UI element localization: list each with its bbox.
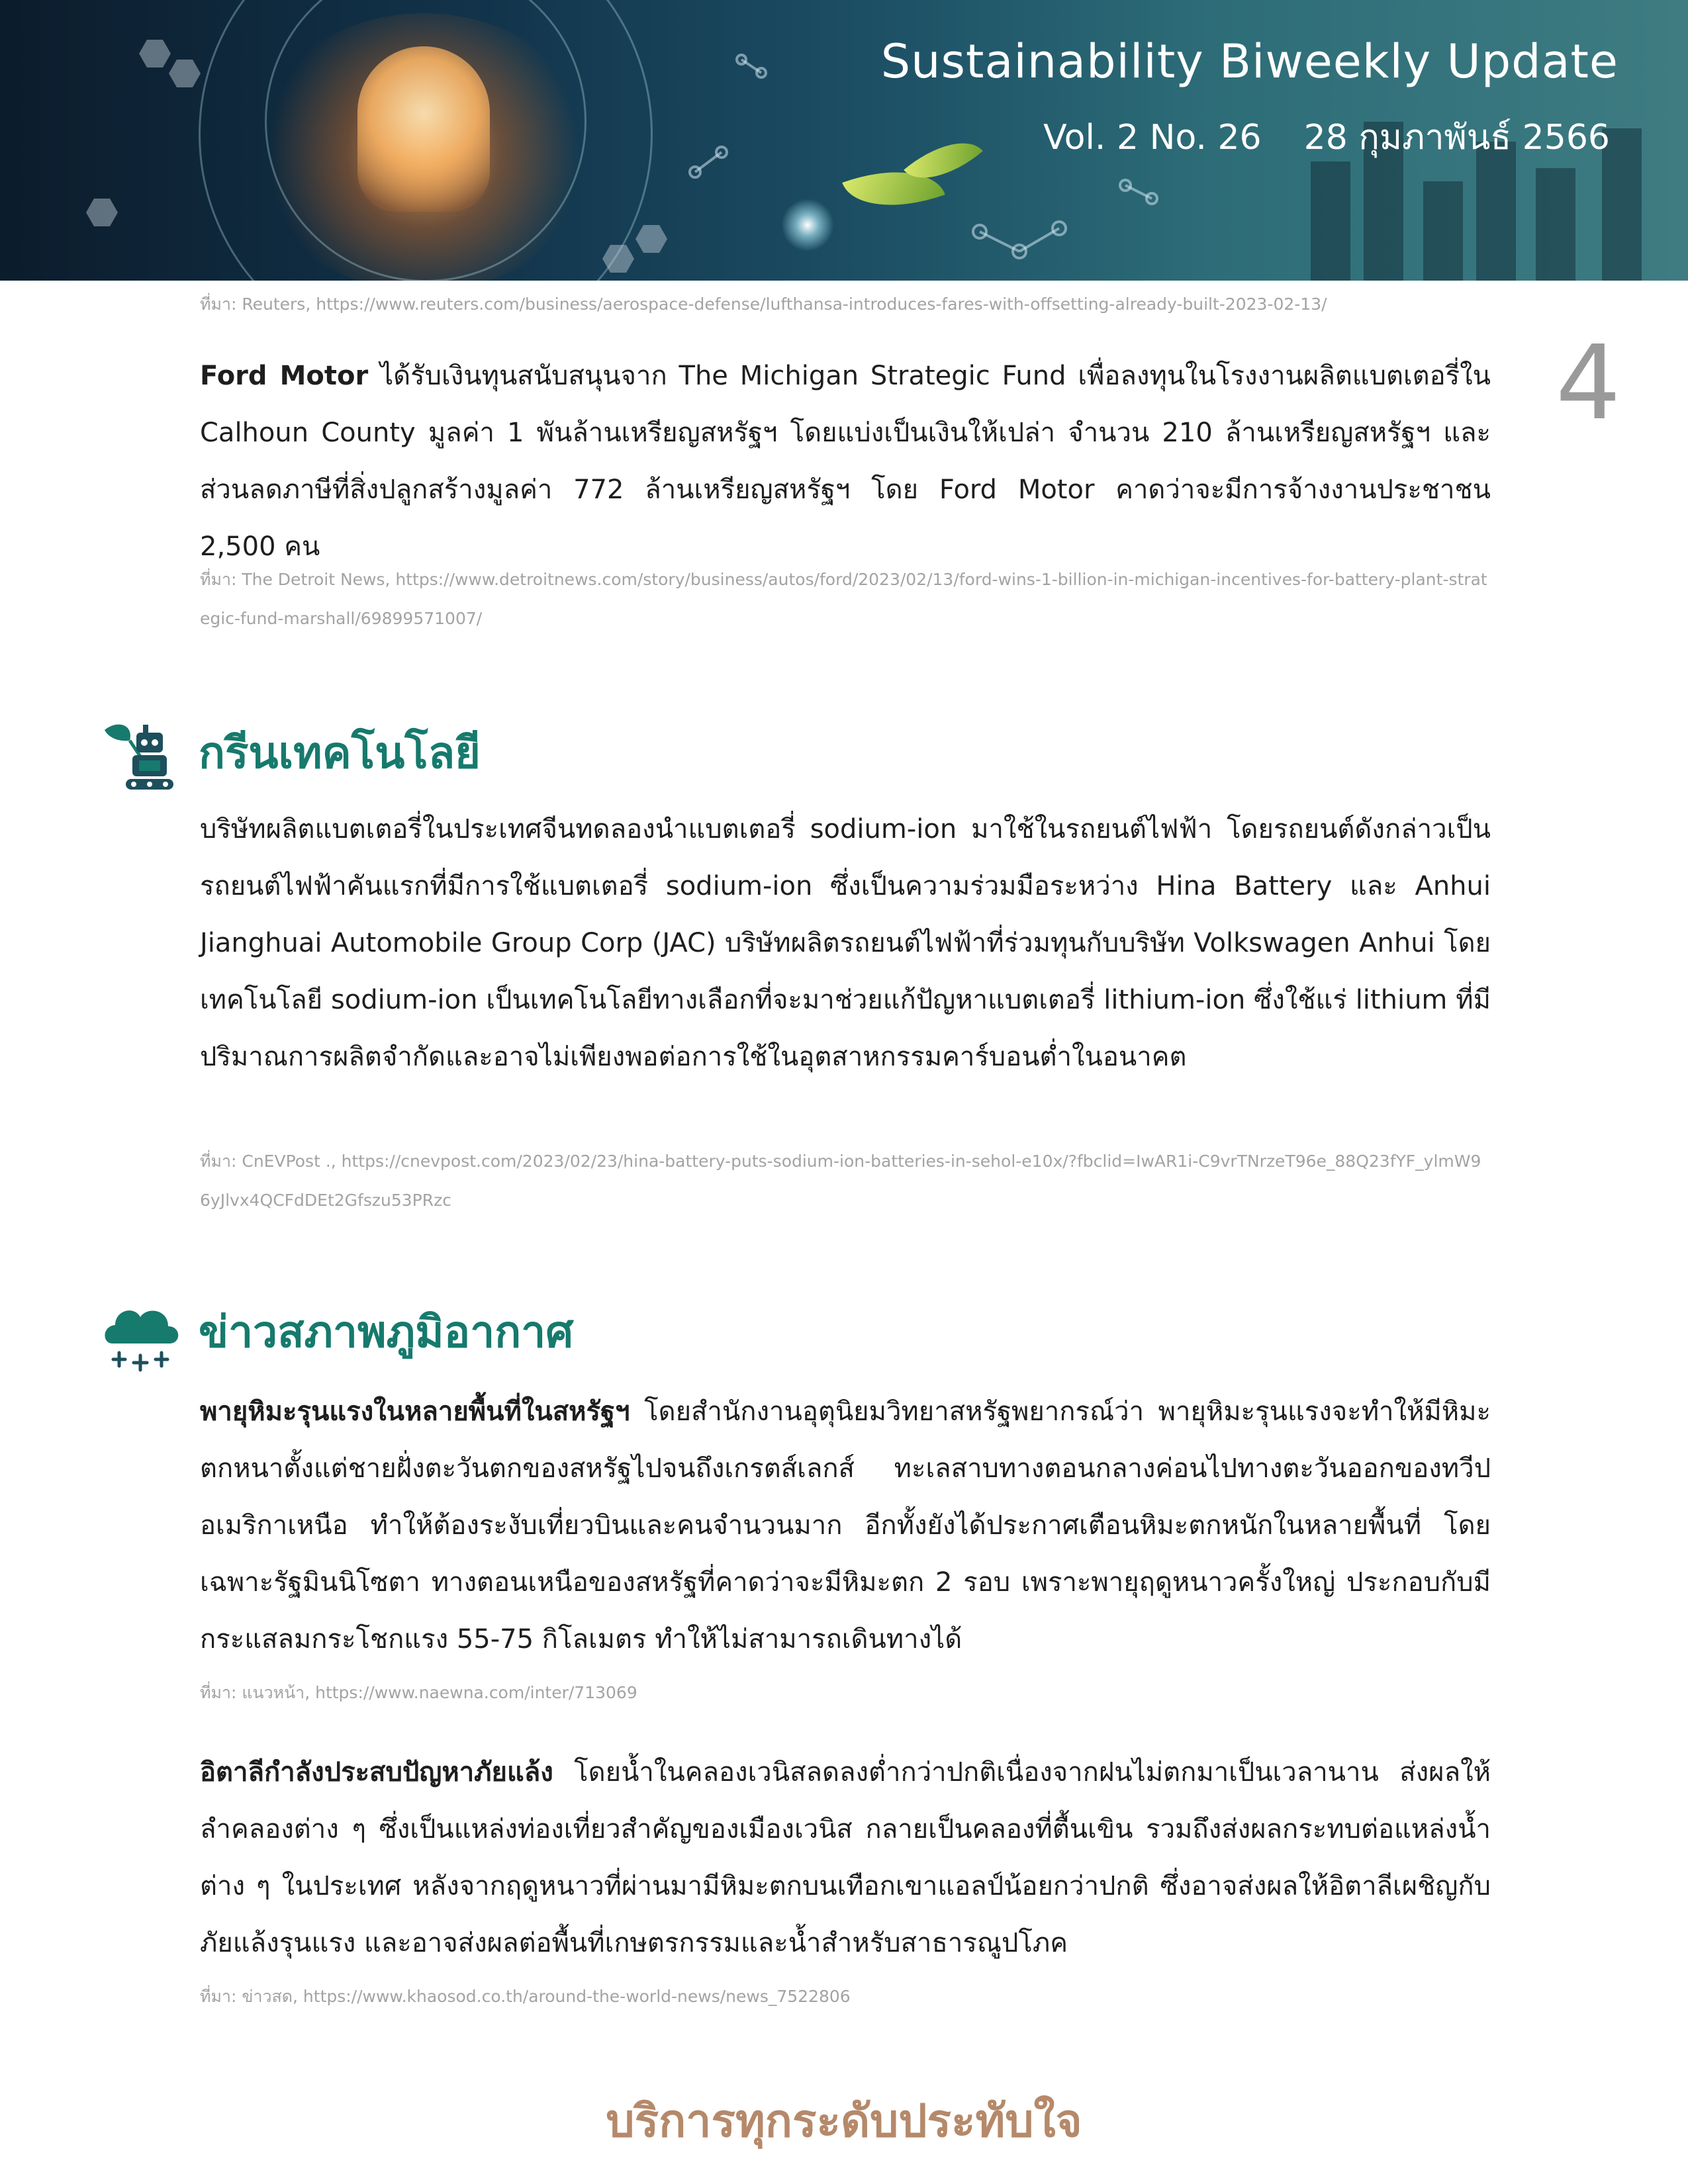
us-snowstorm-lead: พายุหิมะรุนแรงในหลายพื้นที่ในสหรัฐฯ — [200, 1396, 630, 1427]
italy-drought-body: โดยน้ำในคลองเวนิสลดลงต่ำกว่าปกติเนื่องจากฝนไม่ตกมาเป็นเวลานาน ส่งผลให้ลำคลองต่าง ๆ ซึ่งเป็นแหล่งท่องเที่ยวสำคัญของเมืองเวนิส กลายเป็นคลองที่ตื้นเขิน รวมถึงส่งผลกระทบต่อแหล่งน้ำต่าง ๆ ในประเทศ หลังจากฤดูหนาวที่ผ่านมามีหิมะตกบนเทือกเขาแอลป์น้อยกว่าปกติ ซึ่งอาจส่งผลให้อิตาลีเผชิญกับภัยแล้งรุนแรง และอาจส่งผลต่อพื้นที่เกษตรกรรมและน้ำสำหรับสาธารณูปโภค — [200, 1757, 1491, 1958]
weather-heading — [99, 1297, 894, 1377]
italy-drought-lead: อิตาลีกำลังประสบปัญหาภัยแล้ง — [200, 1757, 553, 1788]
ford-lead: Ford Motor — [200, 361, 369, 391]
issue-info — [1043, 109, 1610, 164]
us-snowstorm-body: โดยสำนักงานอุตุนิยมวิทยาสหรัฐพยากรณ์ว่า พายุหิมะรุนแรงจะทำให้มีหิมะตกหนาตั้งแต่ชายฝั่งตะวันตกของสหรัฐไปจนถึงเกรตส์เลกส์ ทะเลสาบทางตอนกลางค่อนไปทางตะวันออกของทวีปอเมริกาเหนือ ทำให้ต้องระงับเที่ยวบินและคนจำนวนมาก อีกทั้งยังได้ประกาศเตือนหิมะตกหนักในหลายพื้นที่ โดยเฉพาะรัฐมินนิโซตา ทางตอนเหนือของสหรัฐที่คาดว่าจะมีหิมะตก 2 รอบ เพราะพายุฤดูหนาวครั้งใหญ่ ประกอบกับมีกระแสลมกระโชกแรง 55-75 กิโลเมตร ทำให้ไม่สามารถเดินทางได้ — [200, 1396, 1491, 1655]
ford-source-text: ที่มา: The Detroit News, https://www.detroitnews.com/story/business/autos/ford/2023/02/13/ford-wins-1-billion-in-michigan-incentives-for-battery-plant-strategic-fund-marshall/69899571007/ — [200, 570, 1487, 628]
ford-body: ได้รับเงินทุนสนับสนุนจาก The Michigan Strategic Fund เพื่อลงทุนในโรงงานผลิตแบตเตอรี่ใน Calhoun County มูลค่า 1 พันล้านเหรียญสหรัฐฯ โดยแบ่งเป็นเงินให้เปล่า จำนวน 210 ล้านเหรียญสหรัฐฯ และส่วนลดภาษีที่สิ่งปลูกสร้างมูลค่า 772 ล้านเหรียญสหรัฐฯ โดย Ford Motor คาดว่าจะมีการจ้างงานประชาชน 2,500 คน — [200, 361, 1491, 562]
issue-date: 28 กุมภาพันธ์ 2566 — [1303, 118, 1610, 158]
newsletter-title: Sustainability Biweekly Update — [880, 34, 1618, 89]
green-tech-source — [200, 1142, 1491, 1220]
issue-volume: Vol. 2 No. 26 — [1043, 118, 1262, 158]
snow-cloud-icon — [99, 1297, 185, 1377]
green-tech-source-text: ที่มา: CnEVPost ., https://cnevpost.com/2023/02/23/hina-battery-puts-sodium-ion-batteries-in-sehol-e10x/?fbclid=IwAR1i-C9vrTNrzeT96e_88Q23fYF_ylmW96yJlvx4QCFdDEt2Gfszu53PRzc — [200, 1152, 1481, 1210]
source-reuters: ที่มา: Reuters, https://www.reuters.com/business/aerospace-defense/lufthansa-introduces-fares-with-offsetting-already-built-2023-02-13/ — [200, 295, 1327, 314]
footer-slogan: บริการทุกระดับประทับใจ — [606, 2095, 1082, 2148]
ford-paragraph — [200, 347, 1491, 575]
weather-title: ข่าวสภาพภูมิอากาศ — [199, 1306, 574, 1357]
ford-source — [200, 560, 1491, 638]
green-tech-paragraph: บริษัทผลิตแบตเตอรี่ในประเทศจีนทดลองนำแบตเตอรี่ sodium-ion มาใช้ในรถยนต์ไฟฟ้า โดยรถยนต์ดังกล่าวเป็นรถยนต์ไฟฟ้าคันแรกที่มีการใช้แบตเตอรี่ sodium-ion ซึ่งเป็นความร่วมมือระหว่าง Hina Battery และ Anhui Jianghuai Automobile Group Corp (JAC) บริษัทผลิตรถยนต์ไฟฟ้าที่ร่วมทุนกับบริษัท Volkswagen Anhui โดยเทคโนโลยี sodium-ion เป็นเทคโนโลยีทางเลือกที่จะมาช่วยแก้ปัญหาแบตเตอรี่ lithium-ion ซึ่งใช้แร่ lithium ที่มีปริมาณการผลิตจำกัดและอาจไม่เพียงพอต่อการใช้ในอุตสาหกรรมคาร์บอนต่ำในอนาคต — [200, 814, 1491, 1072]
italy-drought-paragraph — [200, 1744, 1491, 1972]
header-banner — [0, 0, 1688, 281]
us-snowstorm-source: ที่มา: แนวหน้า, https://www.naewna.com/inter/713069 — [200, 1683, 637, 1702]
green-tech-robot-icon — [99, 718, 185, 797]
page-number: 4 — [1556, 323, 1621, 443]
us-snowstorm-paragraph — [200, 1383, 1491, 1668]
green-tech-title: กรีนเทคโนโลยี — [199, 727, 481, 778]
green-tech-heading — [99, 718, 894, 797]
italy-drought-source: ที่มา: ข่าวสด, https://www.khaosod.co.th/around-the-world-news/news_7522806 — [200, 1987, 851, 2006]
